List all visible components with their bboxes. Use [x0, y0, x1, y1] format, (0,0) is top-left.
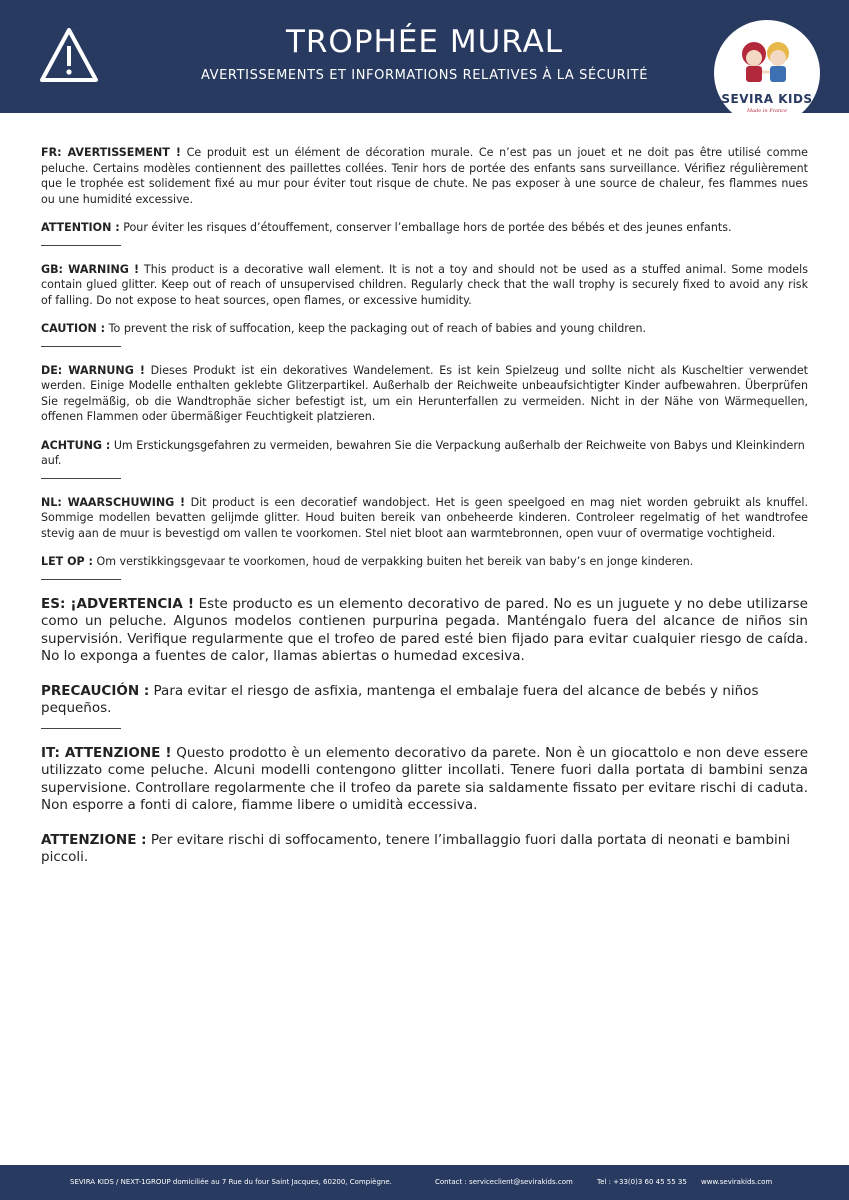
warning-text: Dit product is een decoratief wandobject. Het is geen speelgoed en mag niet worden gebruikt als knuffel. Sommige modellen bevatten gelijmde glitter. Houd buiten bereik van onbeheerde kinderen. Controleer regelmatig of het wandtrofee stevig aan de muur is bevestigd om vallen te voorkomen. Stel niet bloot aan warmtebronnen, open vuur of overmatige vochtigheid.	[41, 495, 808, 540]
warning-label: NL: WAARSCHUWING !	[41, 495, 186, 509]
footer-contact: Contact : serviceclient@sevirakids.com	[435, 1178, 573, 1186]
warning-paragraph	[41, 363, 808, 425]
warning-paragraph	[41, 145, 808, 207]
section-divider	[41, 728, 121, 729]
section-divider	[41, 579, 121, 580]
caution-text: Um Erstickungsgefahren zu vermeiden, bewahren Sie die Verpackung außerhalb der Reichweite von Babys und Kleinkindern auf.	[41, 438, 805, 467]
warning-text: Questo prodotto è un elemento decorativo da parete. Non è un giocattolo e non deve essere utilizzato come peluche. Alcuni modelli contengono glitter incollati. Tenere fuori dalla portata di bambini senza supervisione. Controllare regolarmente che il trofeo da parete sia saldamente fissato per evitare rischi di caduta. Non esporre a fonti di calore, fiamme libere o umidità eccessiva.	[41, 744, 808, 813]
footer-phone: Tel : +33(0)3 60 45 55 35	[597, 1178, 687, 1186]
caution-label: CAUTION :	[41, 322, 106, 335]
section-divider	[41, 346, 121, 347]
caution-line	[41, 683, 808, 718]
warning-label: DE: WARNUNG !	[41, 363, 145, 377]
caution-text: To prevent the risk of suffocation, keep the packaging out of reach of babies and young children.	[108, 322, 647, 335]
warning-paragraph	[41, 262, 808, 309]
safety-content	[41, 145, 808, 867]
caution-label: ACHTUNG :	[41, 438, 111, 452]
caution-label: LET OP :	[41, 555, 93, 568]
caution-label: ATTENTION :	[41, 221, 120, 234]
caution-text: Om verstikkingsgevaar te voorkomen, houd de verpakking buiten het bereik van baby’s en jonge kinderen.	[96, 555, 694, 568]
section-it	[41, 745, 808, 867]
brand-logo	[714, 20, 820, 126]
caution-line	[41, 832, 808, 867]
warning-paragraph	[41, 745, 808, 815]
warning-text: This product is a decorative wall element. It is not a toy and should not be used as a stuffed animal. Some models contain glued glitter. Keep out of reach of unsupervised children. Regularly check that the wall trophy is securely fixed to avoid any risk of falling. Do not expose to heat sources, open flames, or excessive humidity.	[41, 262, 808, 307]
logo-tagline: Made in France	[746, 108, 788, 114]
header-band	[0, 0, 849, 113]
warning-label: IT: ATTENZIONE !	[41, 744, 172, 761]
section-de	[41, 363, 808, 479]
caution-text: Para evitar el riesgo de asfixia, mantenga el embalaje fuera del alcance de bebés y niños pequeños.	[41, 682, 759, 716]
section-gb	[41, 262, 808, 347]
caution-line	[41, 554, 808, 570]
warning-label: FR: AVERTISSEMENT !	[41, 146, 181, 159]
caution-text: Per evitare rischi di soffocamento, tenere l’imballaggio fuori dalla portata di neonati e bambini piccoli.	[41, 831, 791, 865]
warning-text: Ce produit est un élément de décoration murale. Ce n’est pas un jouet et ne doit pas être utilisé comme peluche. Certains modèles contiennent des paillettes collées. Tenir hors de portée des enfants sans surveillance. Vérifiez régulièrement que le trophée est solidement fixé au mur pour éviter tout risque de chute. Ne pas exposer à une source de chaleur, fes flammes nues ou une humidité excessive.	[41, 146, 809, 206]
logo-wordmark: SEVIRA KIDS	[721, 92, 813, 106]
caution-line	[41, 321, 808, 337]
warning-label: GB: WARNING !	[41, 262, 140, 276]
caution-line	[41, 220, 808, 236]
section-divider	[41, 478, 121, 479]
section-nl	[41, 495, 808, 580]
caution-line	[41, 438, 808, 469]
section-fr	[41, 145, 808, 246]
warning-label: ES: ¡ADVERTENCIA !	[41, 595, 194, 612]
warning-text: Dieses Produkt ist ein dekoratives Wandelement. Es ist kein Spielzeug und sollte nicht als Kuscheltier verwendet werden. Einige Modelle enthalten geklebte Glitzerpartikel. Außerhalb der Reichweite unbeaufsichtigter Kinder aufbewahren. Überprüfen Sie regelmäßig, ob die Wandtrophäe sicher befestigt ist, um ein Herunterfallen zu vermeiden. Nicht in der Nähe von Wärmequellen, offenen Flammen oder übermäßiger Feuchtigkeit platzieren.	[41, 363, 809, 423]
section-es	[41, 596, 808, 729]
footer-company: SEVIRA KIDS / NEXT-1GROUP domiciliée au 7 Rue du four Saint Jacques, 60200, Compiègne.	[70, 1178, 392, 1186]
warning-text: Este producto es un elemento decorativo de pared. No es un juguete y no debe utilizarse como un peluche. Algunos modelos contienen purpurina pegada. Manténgalo fuera del alcance de niños sin supervisión. Verifique regularmente que el trofeo de pared esté bien fijado para evitar cualquier riesgo de caída. No lo exponga a fuentes de calor, llamas abiertas o humedad excesiva.	[41, 595, 808, 664]
caution-label: ATTENZIONE :	[41, 831, 147, 848]
warning-paragraph	[41, 495, 808, 542]
page-title: TROPHÉE MURAL	[285, 24, 564, 60]
page-subtitle: AVERTISSEMENTS ET INFORMATIONS RELATIVES À LA SÉCURITÉ	[200, 68, 649, 83]
warning-paragraph	[41, 596, 808, 666]
caution-label: PRECAUCIÓN :	[41, 682, 150, 699]
footer-band	[0, 1165, 849, 1200]
caution-text: Pour éviter les risques d’étouffement, conserver l’emballage hors de portée des bébés et des jeunes enfants.	[123, 221, 732, 234]
section-divider	[41, 245, 121, 246]
footer-website[interactable]: www.sevirakids.com	[701, 1178, 773, 1186]
